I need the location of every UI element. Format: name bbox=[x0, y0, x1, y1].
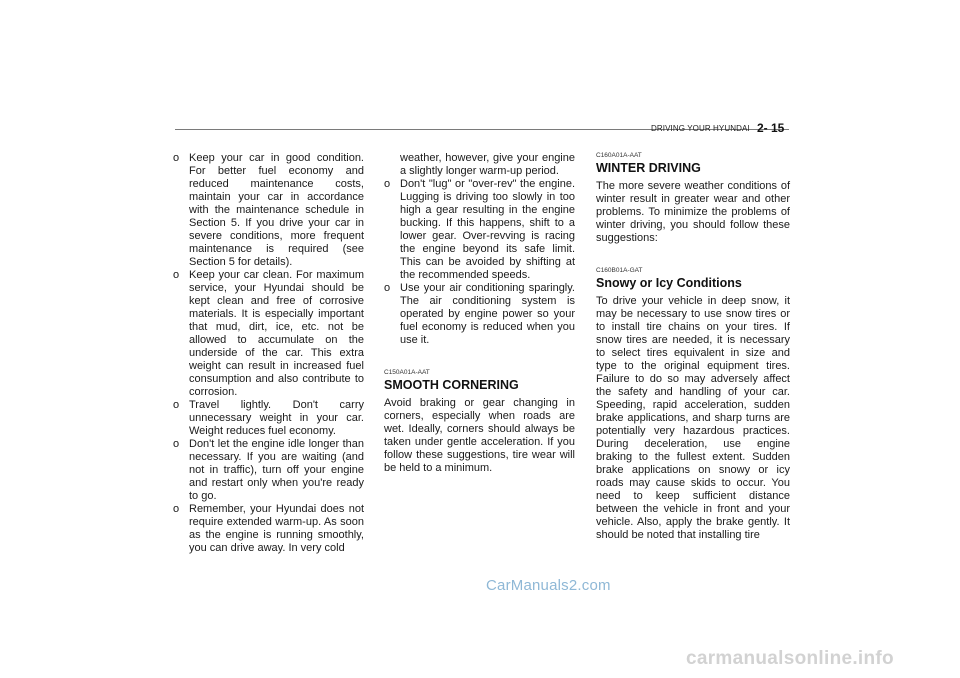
watermark-carmanualsonline: carmanualsonline.info bbox=[686, 648, 894, 669]
bullet-mark: o bbox=[173, 503, 180, 515]
section-heading-winter-driving: WINTER DRIVING bbox=[596, 161, 701, 175]
section-code: C160B01A-GAT bbox=[596, 267, 643, 274]
section-body: The more severe weather conditions of winter result in greater wear and other problems. To minimize the problems of winter driving, you should follow these suggestions: bbox=[596, 180, 790, 244]
section-heading-snowy-icy: Snowy or Icy Conditions bbox=[596, 276, 742, 290]
bullet-mark: o bbox=[173, 269, 180, 281]
list-item bbox=[173, 399, 364, 438]
list-item-text: Use your air conditioning sparingly. The air conditioning system is operated by engine power so your fuel economy is reduced when you use it. bbox=[400, 282, 575, 346]
list-item-text: Keep your car in good condition. For better fuel economy and reduced maintenance costs, maintain your car in accordance with the maintenance schedule in Section 5. If you drive your car in severe conditions, more frequent maintenance is required (see Section 5 for details). bbox=[189, 152, 364, 268]
list-item bbox=[384, 178, 575, 282]
list-item-text: Don't let the engine idle longer than necessary. If you are waiting (and not in traffic), turn off your engine and restart only when you're ready to go. bbox=[189, 438, 364, 502]
bullet-mark: o bbox=[173, 438, 180, 450]
bullet-mark: o bbox=[384, 178, 391, 190]
section-spacer bbox=[596, 245, 790, 267]
section-body: Avoid braking or gear changing in corners, especially when roads are wet. Ideally, corners should always be taken under gentle acceleration. If you follow these suggestions, tire wear will be held to a minimum. bbox=[384, 397, 575, 474]
column-1 bbox=[173, 152, 364, 555]
tips-list-2 bbox=[384, 178, 575, 347]
list-item-text: Keep your car clean. For maximum service, your Hyundai should be kept clean and free of corrosive materials. It is especially important that mud, dirt, ice, etc. not be allowed to accumulate on the underside of the car. This extra weight can result in increased fuel consumption and also contribute to corrosion. bbox=[189, 269, 364, 398]
section-body: To drive your vehicle in deep snow, it may be necessary to use snow tires or to install tire chains on your tires. If snow tires are needed, it is necessary to select tires equivalent in size and type to the original equipment tires. Failure to do so may adversely affect the safety and handling of your car. Speeding, rapid acceleration, sudden brake applications, and sharp turns are potentially very hazardous practices. During deceleration, use engine braking to the fullest extent. Sudden brake applications on snowy or icy roads may cause skids to occur. You need to keep sufficient distance between the vehicle in front and your vehicle. Also, apply the brake gently. It should be noted that installing tire bbox=[596, 295, 790, 541]
column-2 bbox=[384, 152, 575, 475]
column-3 bbox=[596, 152, 790, 542]
section-code: C150A01A-AAT bbox=[384, 369, 430, 376]
list-item bbox=[173, 152, 364, 269]
bullet-mark: o bbox=[173, 152, 180, 164]
list-item-text: Don't "lug" or "over-rev" the engine. Lugging is driving too slowly in too high a gear resulting in the engine bucking. If this happens, shift to a lower gear. Over-revving is racing the engine beyond its safe limit. This can be avoided by shifting at the recommended speeds. bbox=[400, 178, 575, 281]
bullet-mark: o bbox=[384, 282, 391, 294]
header-section-title: DRIVING YOUR HYUNDAI bbox=[651, 124, 750, 133]
list-item bbox=[173, 269, 364, 399]
list-item bbox=[384, 282, 575, 347]
section-spacer bbox=[384, 347, 575, 369]
page-number: 2- 15 bbox=[757, 121, 785, 135]
section-heading-smooth-cornering: SMOOTH CORNERING bbox=[384, 378, 519, 392]
list-item-text: Remember, your Hyundai does not require extended warm-up. As soon as the engine is running smoothly, you can drive away. In very cold bbox=[189, 503, 364, 554]
tips-list-1 bbox=[173, 152, 364, 555]
list-item bbox=[173, 438, 364, 503]
section-code: C160A01A-AAT bbox=[596, 152, 642, 159]
bullet-mark: o bbox=[173, 399, 180, 411]
list-item bbox=[173, 503, 364, 555]
list-item-text: Travel lightly. Don't carry unnecessary weight in your car. Weight reduces fuel economy. bbox=[189, 399, 364, 437]
watermark-carmanuals2: CarManuals2.com bbox=[486, 577, 611, 594]
continuation-paragraph: weather, however, give your engine a slightly longer warm-up period. bbox=[400, 152, 575, 177]
